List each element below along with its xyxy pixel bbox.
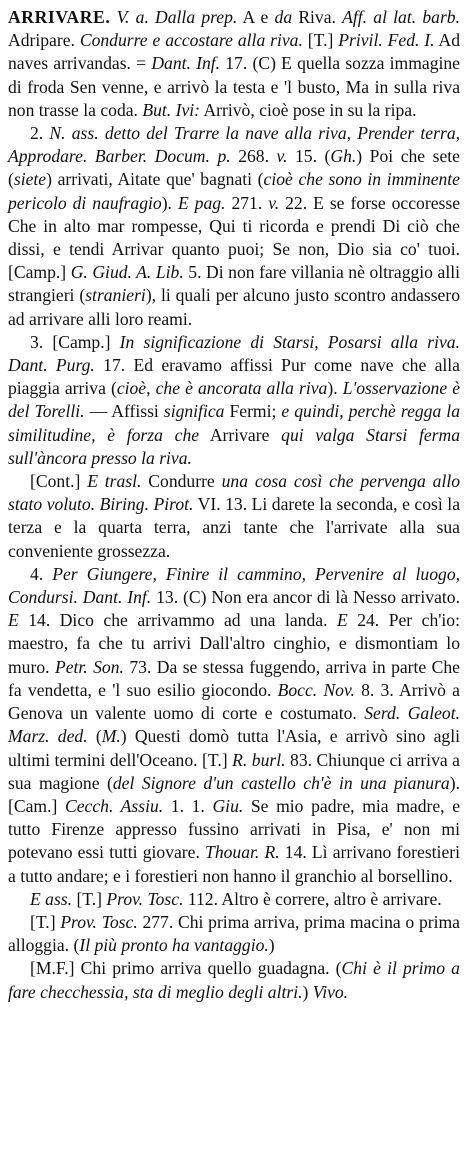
text-run: [T.] [72,888,107,909]
entry-proverb-277 [8,911,460,957]
italic-text: Privil. Fed. I. [338,30,435,51]
italic-text: cioè, che è ancorata alla riva [116,378,328,399]
entry-sense-4 [8,563,460,888]
italic-text: Gh. [330,146,357,167]
text-run: 277. Chi prima arriva, prima macina o prima alloggia. ( [8,911,460,956]
italic-text: G. Giud. A. Lib. [70,262,184,283]
text-run: 15. ( [287,146,331,167]
italic-text: stranieri [85,285,146,306]
italic-text: v. [276,146,288,167]
text-run: 271. [225,192,269,213]
italic-text: N. ass. detto del Trarre la nave alla riva, Prender terra, Approdare. Barber. Docum. p. [8,123,461,167]
italic-text: Chi è il primo a fare checchessia, sta di meglio degli altri. [8,958,460,1002]
text-run: A e [237,7,275,27]
italic-text: But. Ivi: [142,99,201,120]
italic-text: Bocc. Nov. [277,679,355,700]
text-run: [T.] [302,30,339,51]
italic-text: M. [101,726,121,747]
text-run: 24. Per ch'io: maestro, fa che tu arrivi Dall'altro cinghio, e dismontiam lo muro. [8,610,460,677]
text-run: 14. Dico che arrivammo ad una landa. [18,610,337,631]
entry-sense-3 [8,331,460,470]
entry-sense-3-figurative [8,470,460,563]
text-run: 112. Altro è correre, altro è arrivare. [183,888,442,909]
text-run: Adripare. [8,30,80,51]
italic-text: Serd. Galeot. Marz. ded. [8,703,460,747]
text-run: Arrivare [199,424,282,445]
text-run: [Cont.] [30,471,88,492]
italic-text: R. burl. [232,749,286,770]
text-run: 1. 1. [163,795,213,816]
text-run: 8. 3. Arrivò a Genova un valente uomo di corte e costumato. [8,679,460,724]
italic-text: cioè che sono in imminente pericolo di naufragio [8,169,460,213]
text-run: 17. Ed eravamo affissi Pur come nave che alla piaggia arriva ( [8,355,460,399]
italic-text: qui valga Starsi ferma sull'àncora presso la riva. [8,424,460,468]
italic-text: del Signore d'un castello ch'è in una pianura [112,772,450,793]
text-run: ) Poi che sete ( [8,146,460,190]
text-run: [T.] [30,911,61,932]
italic-text: v. [268,192,280,213]
text-run: 268. [230,146,277,167]
text-run: Arrivò, cioè pose in su la ripa. [200,99,417,120]
italic-text: Vivo. [312,981,349,1002]
italic-text: In significazione di Starsi, Posarsi alla riva. Dant. Purg. [8,331,460,376]
text-run: 22. E se forse occoresse Che in alto mar rompesse, Qui ti ricorda e prendi Di ciò che dissi, e tendi Arrivar quanto puoi; Se non, Dio sia co' tuoi. [Camp.] [8,192,460,283]
italic-text: V. a. Dalla prep. [110,7,238,27]
italic-text: E ass. [30,888,73,909]
italic-text: Il più pronto ha vantaggio. [79,935,269,956]
entry-proverb-mf [8,957,460,1003]
text-run: VI. 13. Li darete la seconda, e così la terza e la quarta terra, anzi tante che l'arrivate alla sua conveniente grossezza. [8,494,460,561]
text-run: Fermi; [224,401,282,422]
italic-text: Aff. al lat. barb. [342,7,460,27]
italic-text: e quindi, perchè regga la similitudine, è forza che [8,401,460,445]
text-run: 17. (C) E quella sozza immagine di froda Sen venne, e arrivò la testa e 'l busto, Ma in sulla riva non trasse la coda. [8,53,460,120]
italic-text: L'osservazione è del Torelli. [8,378,461,422]
italic-text: Prov. Tosc. [106,888,184,909]
italic-text: Cecch. Assiu. [64,795,164,816]
text-run: — Affissi [84,401,164,422]
text-run: ). [327,378,343,399]
text-run: Se mio padre, mia madre, e tutto Firenze appresso fussino arrivati in Pisa, e' non mi potevano essi tutti giovare. [8,795,461,863]
text-run: ) [268,935,275,956]
entry-sense-2 [8,122,460,331]
italic-text: Giu. [212,795,244,816]
entry-intro [8,6,460,122]
italic-text: E pag. [177,192,226,213]
italic-text: E [8,610,19,631]
italic-text: E [336,610,348,631]
text-run: ). [Cam.] [8,772,460,816]
text-run: Ad naves arrivandas. = [8,30,460,74]
italic-text: Petr. Son. [54,656,124,677]
text-run: Riva. [292,7,343,27]
text-run: ). [161,192,178,213]
text-run: ) Questi domò tutta l'Asia, e arrivò sino agli ultimi termini dell'Oceano. [T.] [8,726,460,770]
italic-text: Dant. Inf. [151,53,221,74]
text-run: [M.F.] Chi primo arriva quello guadagna. ( [30,958,342,979]
text-run: 73. Da se stessa fuggendo, arriva in parte Che fa vendetta, e 'l suo esilio giocondo. [8,656,460,700]
text-run: Condurre [141,471,222,492]
text-run: 14. Lì arrivano forestieri a tutto andare; e i forestieri non hanno il granchio al borsellino. [8,842,460,886]
text-run: 2. [30,123,50,144]
text-run: 5. Di non fare villania nè oltraggio alli strangieri ( [8,262,460,306]
italic-text: siete [13,169,47,190]
text-run: ) arrivati, Aitate que' bagnati ( [46,169,264,190]
text-run: ) [302,981,313,1002]
italic-text: Condurre e accostare alla riva. [79,30,303,51]
headword: ARRIVARE. [8,7,111,27]
text-run: 3. [Camp.] [30,331,120,352]
text-run: ( [87,726,102,747]
entry-absolute-use [8,888,460,911]
italic-text: significa [163,401,225,422]
italic-text: Thouar. R. [205,842,280,863]
italic-text: una cosa così che pervenga allo stato voluto. Biring. Pirot. [8,471,461,515]
text-run: 83. Chiunque ci arriva a sua magione ( [8,749,460,793]
text-run: 13. (C) Non era ancor di là Nesso arrivato. [151,587,460,608]
italic-text: da [274,7,293,27]
italic-text: Prov. Tosc. [60,911,138,932]
text-run: ), li quali per alcuno justo scontro andassero ad arrivare alli loro reami. [8,285,461,329]
italic-text: E trasl. [87,471,142,492]
text-run: 4. [30,563,53,584]
italic-text: Per Giungere, Finire il cammino, Pervenire al luogo, Condursi. Dant. Inf. [8,563,461,608]
